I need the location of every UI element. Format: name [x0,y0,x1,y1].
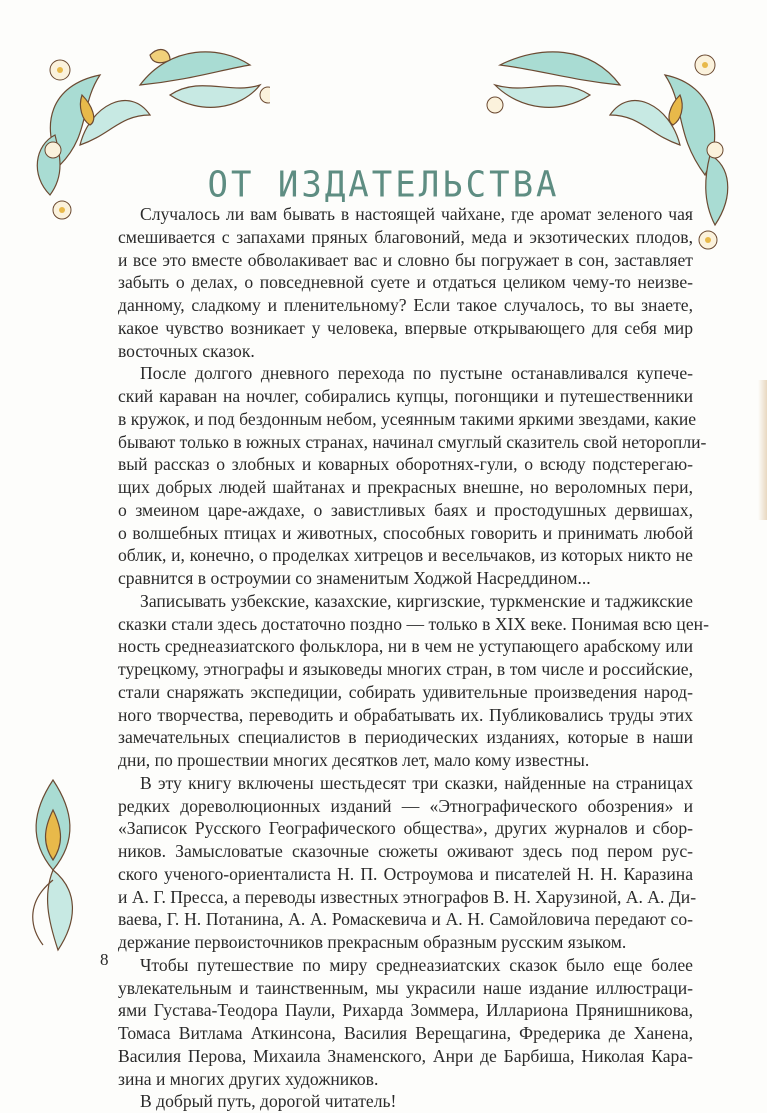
text-line: и А. Г. Пресса, а переводы известных этнографов В. Н. Харузиной, А. А. Ди- [118,886,697,907]
text-line: смешивается с запахами пряных благовоний, меда и экзотических плодов, [118,226,693,247]
text-line: о змеином царе-аждахе, о завистливых баях и простодушных дервишах, [118,499,693,520]
text-line: замечательных специалистов в периодических изданиях, которые в наши [118,727,693,748]
text-line: После долгого дневного перехода по пустыне останавливался купече- [140,363,693,384]
text-line: о волшебных птицах и животных, способных говорить и принимать любой [118,522,693,543]
text-line: сравнится в остроумии со знаменитым Ходжой Насреддином... [118,568,591,588]
text-line: щих добрых людей шайтанах и прекрасных внешне, но вероломных пери, [118,477,693,497]
page-number: 8 [100,950,109,969]
text-line: Василия Перова, Михаила Знаменского, Анри де Барбиша, Николая Кара- [118,1045,693,1066]
text-line: Записывать узбекские, казахские, киргизские, туркменские и таджикские [140,590,693,611]
text-line: редких дореволюционных изданий — «Этнографического обозрения» и [118,795,693,816]
paragraph [118,954,693,1091]
text-line: какое чувство возникает у человека, впервые открывающего для себя мир [118,317,693,338]
text-line: ского ученого-ориенталиста Н. П. Остроумова и писателей Н. Н. Каразина [118,863,693,884]
text-line: в кружок, и под бездонным небом, усеянным такими яркими звездами, какие [118,408,697,429]
text-line: ваева, Г. Н. Потанина, А. А. Ромаскевича и А. Н. Самойловича передают со- [118,909,693,930]
paragraph [118,203,693,362]
text-line: восточных сказок. [118,340,255,361]
page-edge [758,380,767,520]
paragraph [118,362,707,590]
text-line: сказки стали здесь достаточно поздно — только в XIX веке. Понимая всю цен- [118,613,709,634]
text-line: ность среднеазиатского фольклора, ни в чем не уступающего арабскому или [118,636,693,657]
text-line: данному, сладкому и пленительному? Если такое случалось, то вы знаете, [118,295,693,315]
text-line: облик, и, конечно, о проделках хитрецов и весельчаков, из которых никто не [118,545,693,566]
text-line: держание первоисточников прекрасным образным русским языком. [118,932,627,952]
text-line: вый рассказ о злобных и коварных оборотнях-гули, о всюду подстерегаю- [118,454,693,475]
paragraph [118,772,697,954]
text-line: ного творчества, переводить и обрабатывать их. Публиковались труды этих [118,704,693,725]
text-line: стали снаряжать экспедиции, собирать удивительные произведения народ- [118,681,693,702]
text-line: «Записок Русского Географического общества», других журналов и сбор- [118,818,693,839]
text-line: Случалось ли вам бывать в настоящей чайхане, где аромат зеленого чая [140,204,693,224]
text-line: Томаса Витлама Аткинсона, Василия Верещагина, Фредерика де Ханена, [118,1023,693,1043]
text-line: Чтобы путешествие по миру среднеазиатских сказок было еще более [140,954,693,975]
text-line: забыть о делах, о повседневной суете и отдаться целиком чему-то неизве- [118,272,693,293]
paragraph [118,590,709,772]
floral-bottom-ornament-left [18,770,88,960]
page-title: ОТ ИЗДАТЕЛЬСТВА [207,163,560,206]
text-line: бывают только в южных странах, начинал смуглый сказитель свой неторопли- [118,431,707,452]
text-line: В добрый путь, дорогой читатель! [140,1091,397,1112]
text-line: дни, по прошествии многих десятков лет, мало кому известны. [118,750,590,770]
text-line: В эту книгу включены шестьдесят три сказки, найденные на страницах [140,772,693,793]
text-line: ский караван на ночлег, собирались купцы, погонщики и путешественники [118,386,693,406]
text-line: ников. Замысловатые сказочные сюжеты оживают здесь под пером рус- [118,841,693,861]
text-line: ями Густава-Теодора Паули, Рихарда Зоммера, Иллариона Прянишникова, [118,1000,693,1021]
paragraph [118,1090,693,1113]
text-line: зина и многих других художников. [118,1068,379,1089]
text-line: увлекательным и таинственным, мы украсили наше издание иллюстраци- [118,977,693,998]
text-line: турецкому, этнографы и языковеды многих стран, в том числе и российские, [118,659,693,679]
text-line: и все это вместе обволакивает вас и словно бы погружает в сон, заставляет [118,249,693,270]
body-text [118,203,709,1113]
